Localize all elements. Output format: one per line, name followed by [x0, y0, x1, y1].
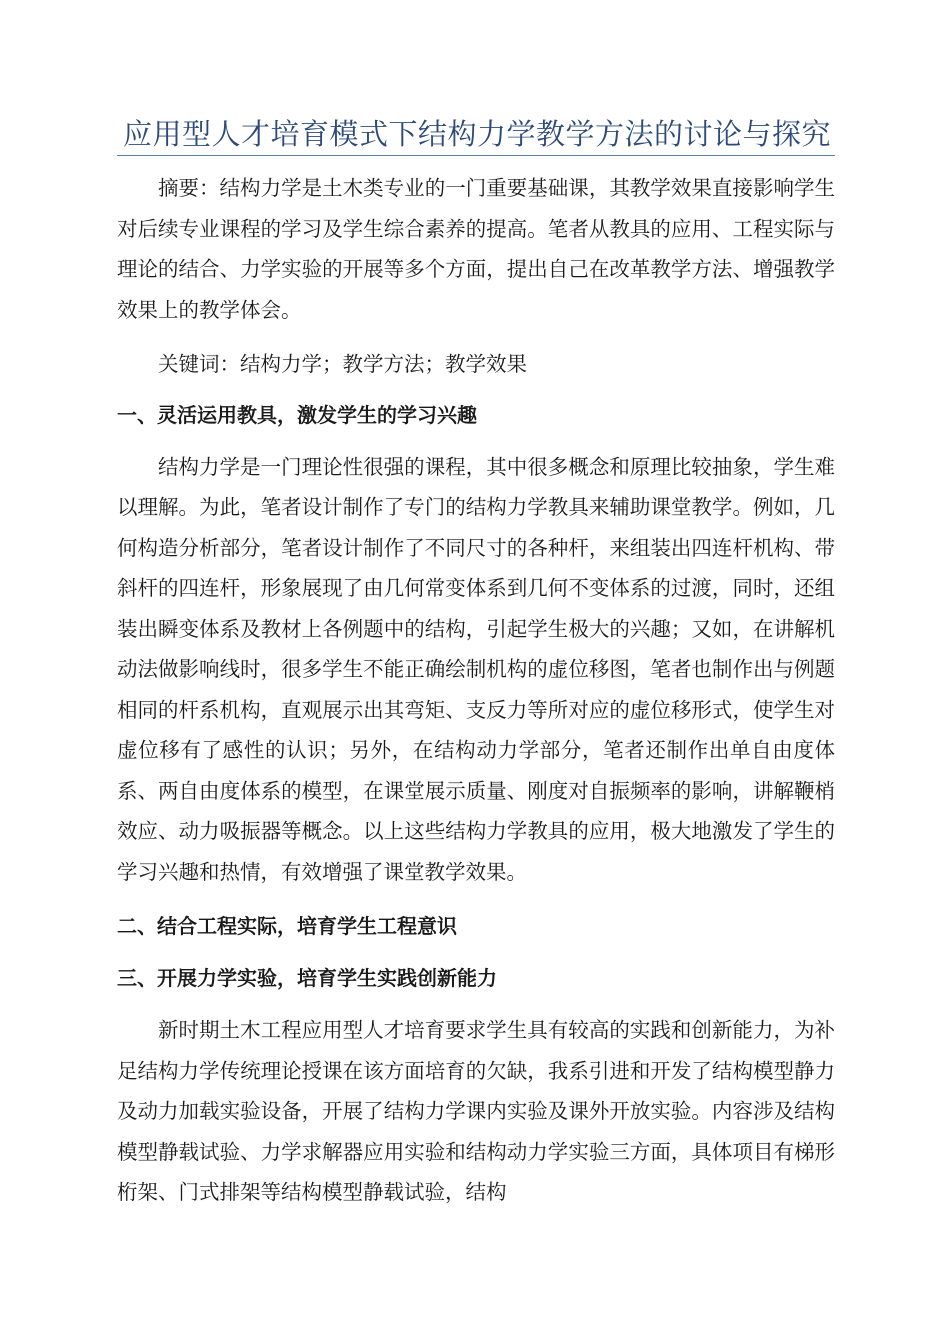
document-body: [117, 168, 835, 1227]
title-underline: [117, 155, 835, 156]
section-1-heading: 一、灵活运用教具，激发学生的学习兴趣: [117, 402, 477, 427]
section-3-paragraph: 新时期土木工程应用型人才培育要求学生具有较高的实践和创新能力，为补足结构力学传统理论授课在该方面培育的欠缺，我系引进和开发了结构模型静力及动力加载实验设备，开展了结构力学课内实验及课外开放实验。内容涉及结构模型静载试验、力学求解器应用实验和结构动力学实验三方面，具体项目有梯形桁架、门式排架等结构模型静载试验，结构: [117, 1018, 835, 1204]
section-3-heading: 三、开展力学实验，培育学生实践创新能力: [117, 966, 497, 990]
document-title: 应用型人才培育模式下结构力学教学方法的讨论与探究: [122, 117, 831, 151]
section-1-paragraph: 结构力学是一门理论性很强的课程，其中很多概念和原理比较抽象，学生难以理解。为此，笔者设计制作了专门的结构力学教具来辅助课堂教学。例如，几何构造分析部分，笔者设计制作了不同尺寸的各种杆，来组装出四连杆机构、带斜杆的四连杆，形象展现了由几何常变体系到几何不变体系的过渡，同时，还组装出瞬变体系及教材上各例题中的结构，引起学生极大的兴趣；又如，在讲解机动法做影响线时，很多学生不能正确绘制机构的虚位移图，笔者也制作出与例题相同的杆系机构，直观展示出其弯矩、支反力等所对应的虚位移形式，使学生对虚位移有了感性的认识；另外，在结构动力学部分，笔者还制作出单自由度体系、两自由度体系的模型，在课堂展示质量、刚度对自振频率的影响，讲解鞭梢效应、动力吸振器等概念。以上这些结构力学教具的应用，极大地激发了学生的学习兴趣和热情，有效增强了课堂教学效果。: [117, 454, 835, 884]
abstract-paragraph: 摘要：结构力学是土木类专业的一门重要基础课，其教学效果直接影响学生对后续专业课程的学习及学生综合素养的提高。笔者从教具的应用、工程实际与理论的结合、力学实验的开展等多个方面，提出自己在改革教学方法、增强教学效果上的教学体会。: [117, 176, 835, 322]
section-2-heading: 二、结合工程实际，培育学生工程意识: [117, 914, 457, 938]
keywords-paragraph: 关键词：结构力学；教学方法；教学效果: [158, 352, 527, 376]
